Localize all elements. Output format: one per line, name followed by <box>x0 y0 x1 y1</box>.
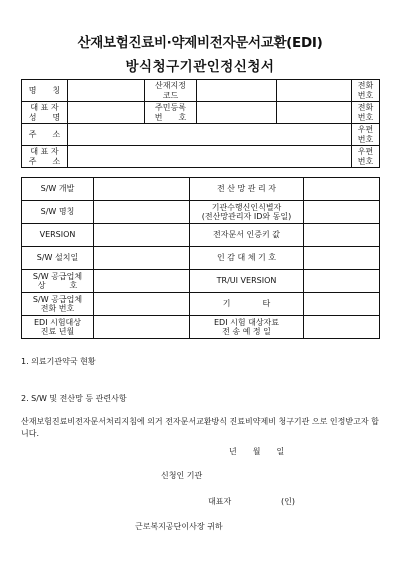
name-label: 명 칭 <box>22 80 68 102</box>
name-field[interactable] <box>68 80 145 102</box>
phone-label-2: 전화 번호 <box>352 102 380 124</box>
rrn-field[interactable] <box>197 102 277 124</box>
section-2-heading: 2. S/W 및 전산망 등 관련사항 <box>21 394 127 403</box>
table-row <box>22 146 380 168</box>
sw-label: S/W 공급업체 상 호 <box>22 270 94 293</box>
sw-label: S/W 공급업체 전화 번호 <box>22 293 94 316</box>
sw-label: S/W 명칭 <box>22 201 94 224</box>
rrn-extra-field[interactable] <box>277 102 352 124</box>
addressee-line: 근로복지공단이사장 귀하 <box>135 522 223 531</box>
form-title: 산재보험진료비·약제비전자문서교환(EDI) <box>77 35 323 51</box>
table-row <box>22 201 380 224</box>
postal-label-2: 우편 번호 <box>352 146 380 168</box>
statement-text: 산재보험진료비전자문서처리지침에 의거 전자문서교환방식 진료비약제비 청구기관 으로 인정받고자 합니다. <box>21 417 379 439</box>
sw-value-field[interactable] <box>304 270 380 293</box>
sw-label: 인 감 대 체 기 호 <box>190 247 304 270</box>
sw-value-field[interactable] <box>94 224 190 247</box>
table-row <box>22 80 380 102</box>
date-line: 년 월 일 <box>229 447 285 456</box>
sw-label: TR/UI VERSION <box>190 270 304 293</box>
table-row <box>22 124 380 146</box>
rep-name-field[interactable] <box>68 102 145 124</box>
rep-address-label: 대 표 자 주 소 <box>22 146 68 168</box>
rep-address-field[interactable] <box>68 146 352 168</box>
table-row <box>22 178 380 201</box>
seal-mark: (인) <box>281 497 295 506</box>
sw-label: 전자문서 인증키 값 <box>190 224 304 247</box>
form-subtitle: 방식청구기관인정신청서 <box>125 59 275 75</box>
postal-label: 우편 번호 <box>352 124 380 146</box>
sw-value-field[interactable] <box>304 224 380 247</box>
section-1-heading: 1. 의료기관약국 현황 <box>21 357 96 366</box>
sw-label: VERSION <box>22 224 94 247</box>
table-row <box>22 293 380 316</box>
representative-label: 대표자 <box>208 497 232 506</box>
rep-name-label: 대 표 자 성 명 <box>22 102 68 124</box>
sw-value-field[interactable] <box>94 247 190 270</box>
software-table <box>21 177 380 339</box>
table-row <box>22 247 380 270</box>
address-label: 주 소 <box>22 124 68 146</box>
sw-value-field[interactable] <box>94 316 190 339</box>
rrn-label: 주민등록 번 호 <box>145 102 197 124</box>
table-row <box>22 316 380 339</box>
code-extra-field[interactable] <box>277 80 352 102</box>
sw-value-field[interactable] <box>304 293 380 316</box>
applicant-table <box>21 79 380 168</box>
sw-label: EDI 시험대상 진료 년월 <box>22 316 94 339</box>
sw-value-field[interactable] <box>94 201 190 224</box>
sw-label: S/W 설치일 <box>22 247 94 270</box>
code-field[interactable] <box>197 80 277 102</box>
phone-label: 전화 번호 <box>352 80 380 102</box>
table-row <box>22 224 380 247</box>
sw-label: EDI 시험 대상자료 전 송 예 정 일 <box>190 316 304 339</box>
sw-value-field[interactable] <box>94 293 190 316</box>
sw-label: 기 타 <box>190 293 304 316</box>
code-label: 산재지정 코드 <box>145 80 197 102</box>
applicant-org-label: 신청인 기관 <box>161 471 203 480</box>
sw-label: 전 산 망 관 리 자 <box>190 178 304 201</box>
sw-label: S/W 개발 <box>22 178 94 201</box>
sw-value-field[interactable] <box>304 201 380 224</box>
table-row <box>22 102 380 124</box>
table-row <box>22 270 380 293</box>
address-field[interactable] <box>68 124 352 146</box>
sw-value-field[interactable] <box>304 178 380 201</box>
sw-value-field[interactable] <box>94 178 190 201</box>
sw-value-field[interactable] <box>94 270 190 293</box>
sw-value-field[interactable] <box>304 316 380 339</box>
sw-value-field[interactable] <box>304 247 380 270</box>
sw-label: 기관수행신인식별자 (전산망관리자 ID와 동일) <box>190 201 304 224</box>
